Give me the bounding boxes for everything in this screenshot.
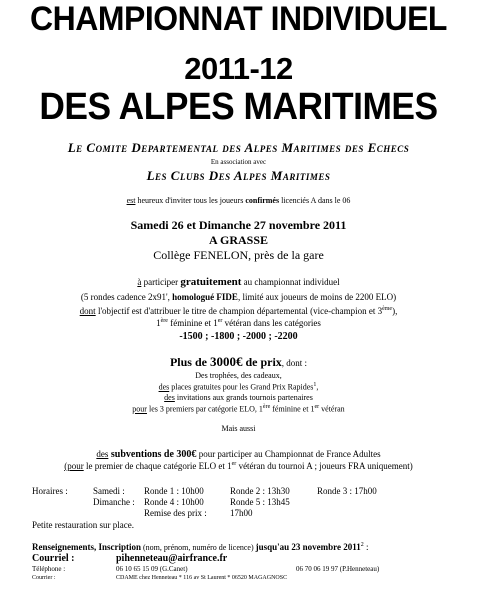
participate-bold: gratuitement bbox=[180, 276, 242, 288]
schedule-prize-time: 17h00 bbox=[230, 508, 253, 518]
prize-l3-text: invitations aux grands tournois partenaires bbox=[174, 393, 313, 402]
subsidies2-a: le premier de chaque catégorie ELO et 1 bbox=[83, 461, 232, 471]
prize-l3-underlined: des bbox=[164, 393, 175, 402]
subsidies-underlined: des bbox=[96, 449, 109, 459]
phone-label: Téléphone : bbox=[32, 565, 66, 573]
objective-text-2 bbox=[0, 318, 477, 328]
title-line-3: DES ALPES MARITIMES bbox=[39, 86, 438, 128]
obj2-b: féminine et 1 bbox=[167, 318, 218, 328]
info-bold-2: jusqu'au 23 novembre 2011 bbox=[255, 542, 361, 552]
subsidies2-b: vétéran du tournoi A ; joueurs FRA uniquement) bbox=[236, 461, 413, 471]
info-bold-1: Renseignements, Inscription bbox=[32, 542, 142, 552]
intro-bold: confirmés bbox=[245, 196, 280, 205]
info-end: : bbox=[363, 542, 369, 552]
courriel-label: Courriel : bbox=[32, 553, 75, 564]
schedule-ronde-4: Ronde 4 : 10h00 bbox=[144, 497, 204, 507]
prizes-d: , dont : bbox=[281, 358, 308, 368]
format-c: , limité aux joueurs de moins de 2200 ELO) bbox=[237, 292, 397, 302]
prize-line-4 bbox=[0, 404, 477, 414]
intro-rest-b: licenciés A dans le 06 bbox=[279, 196, 351, 205]
schedule-ronde-5: Ronde 5 : 13h45 bbox=[230, 497, 290, 507]
prizes-heading bbox=[0, 354, 477, 370]
intro-text bbox=[0, 196, 477, 205]
format-a: (5 rondes cadence 2x91', bbox=[80, 292, 173, 302]
event-city: A GRASSE bbox=[208, 233, 269, 247]
title-line-1: CHAMPIONNAT INDIVIDUEL bbox=[30, 0, 447, 38]
subsidies-text-2 bbox=[0, 461, 477, 471]
phone-2: 06 70 06 19 97 (P.Henneteau) bbox=[296, 565, 380, 573]
objective-b: ), bbox=[392, 306, 398, 316]
prize-l2-sup: 1 bbox=[313, 382, 317, 388]
courrier-label: Courrier : bbox=[32, 575, 56, 581]
subsidies-rest: pour participer au Championnat de France Adultes bbox=[196, 449, 381, 459]
organizer-line-1: Le Comite Departemental des Alpes Maritimes des Echecs bbox=[67, 140, 410, 155]
prizes-c: de prix bbox=[242, 355, 282, 369]
prize-l2-underlined: des bbox=[158, 382, 170, 392]
objective-a: l'objectif est d'attribuer le titre de champion départemental (vice-champion et 3 bbox=[95, 306, 383, 316]
prize-l4-sup2: er bbox=[314, 404, 320, 410]
prize-l4-c: vétéran bbox=[319, 404, 345, 414]
schedule-ronde-2: Ronde 2 : 13h30 bbox=[230, 486, 290, 496]
schedule-prize-label: Remise des prix : bbox=[144, 508, 207, 518]
phone-1: 06 10 65 15 09 (G.Canet) bbox=[116, 565, 188, 573]
obj2-a: 1 bbox=[156, 318, 161, 328]
info-sup: 2 bbox=[360, 542, 364, 548]
schedule-samedi: Samedi : bbox=[93, 486, 125, 496]
event-venue: Collège FENELON, près de la gare bbox=[153, 248, 324, 262]
info-mid: (nom, prénom, numéro de licence) bbox=[141, 543, 256, 552]
info-line bbox=[32, 542, 369, 552]
subsidies-bold: subventions de 300€ bbox=[108, 449, 197, 460]
schedule-ronde-3: Ronde 3 : 17h00 bbox=[317, 486, 377, 496]
intro-underlined: est bbox=[126, 196, 136, 205]
prizes-a: Plus de bbox=[169, 355, 210, 369]
prize-line-1: Des trophées, des cadeaux, bbox=[195, 371, 282, 380]
obj2-sup1: ère bbox=[160, 318, 168, 324]
objective-sup: ème bbox=[382, 306, 393, 312]
prize-l4-sup1: ère bbox=[262, 404, 271, 410]
event-dates: Samedi 26 et Dimanche 27 novembre 2011 bbox=[130, 218, 347, 232]
prize-line-2 bbox=[0, 382, 477, 392]
objective-underlined: dont bbox=[79, 306, 96, 316]
obj2-c: vétéran dans les catégories bbox=[222, 318, 321, 328]
participate-text bbox=[0, 276, 477, 288]
prize-l2-text: places gratuites pour les Grand Prix Rapides bbox=[169, 382, 314, 392]
format-bold: homologué FIDE bbox=[172, 292, 238, 302]
title-line-2: 2011-12 bbox=[184, 51, 293, 86]
subsidies2-sup: er bbox=[231, 461, 237, 467]
postal-address: CDAME chez Henneteau * 116 av St Laurent * 06520 MAGAGNOSC bbox=[116, 575, 288, 581]
participate-pre: participer bbox=[141, 277, 181, 287]
format-text bbox=[0, 292, 477, 302]
objective-text bbox=[0, 306, 477, 316]
prize-line-3 bbox=[0, 393, 477, 402]
participate-post: au championnat individuel bbox=[241, 277, 340, 287]
food-note: Petite restauration sur place. bbox=[32, 520, 134, 530]
subsidies-text bbox=[0, 449, 477, 460]
schedule-label: Horaires : bbox=[32, 486, 68, 496]
prizes-amount: 3000€ bbox=[209, 354, 243, 369]
subsidies2-underlined: (pour bbox=[64, 461, 84, 471]
schedule-ronde-1: Ronde 1 : 10h00 bbox=[144, 486, 204, 496]
categories: -1500 ; -1800 ; -2000 ; -2200 bbox=[179, 331, 298, 342]
organizer-line-2: Les Clubs Des Alpes Maritimes bbox=[146, 168, 331, 183]
prize-l4-a: les 3 premiers par catégorie ELO, 1 bbox=[146, 404, 263, 414]
association-note: En association avec bbox=[210, 158, 267, 166]
obj2-sup2: er bbox=[217, 318, 223, 324]
mais-aussi: Mais aussi bbox=[221, 424, 256, 433]
email-link[interactable]: pihenneteau@airfrance.fr bbox=[116, 553, 228, 564]
prize-l4-b: féminine et 1 bbox=[270, 404, 315, 414]
schedule-dimanche: Dimanche : bbox=[93, 497, 135, 507]
participate-underlined: à bbox=[137, 277, 142, 287]
intro-rest-a: heureux d'inviter tous les joueurs bbox=[135, 196, 246, 205]
prize-l2-end: , bbox=[316, 382, 319, 392]
prize-l4-underlined: pour bbox=[132, 404, 147, 414]
